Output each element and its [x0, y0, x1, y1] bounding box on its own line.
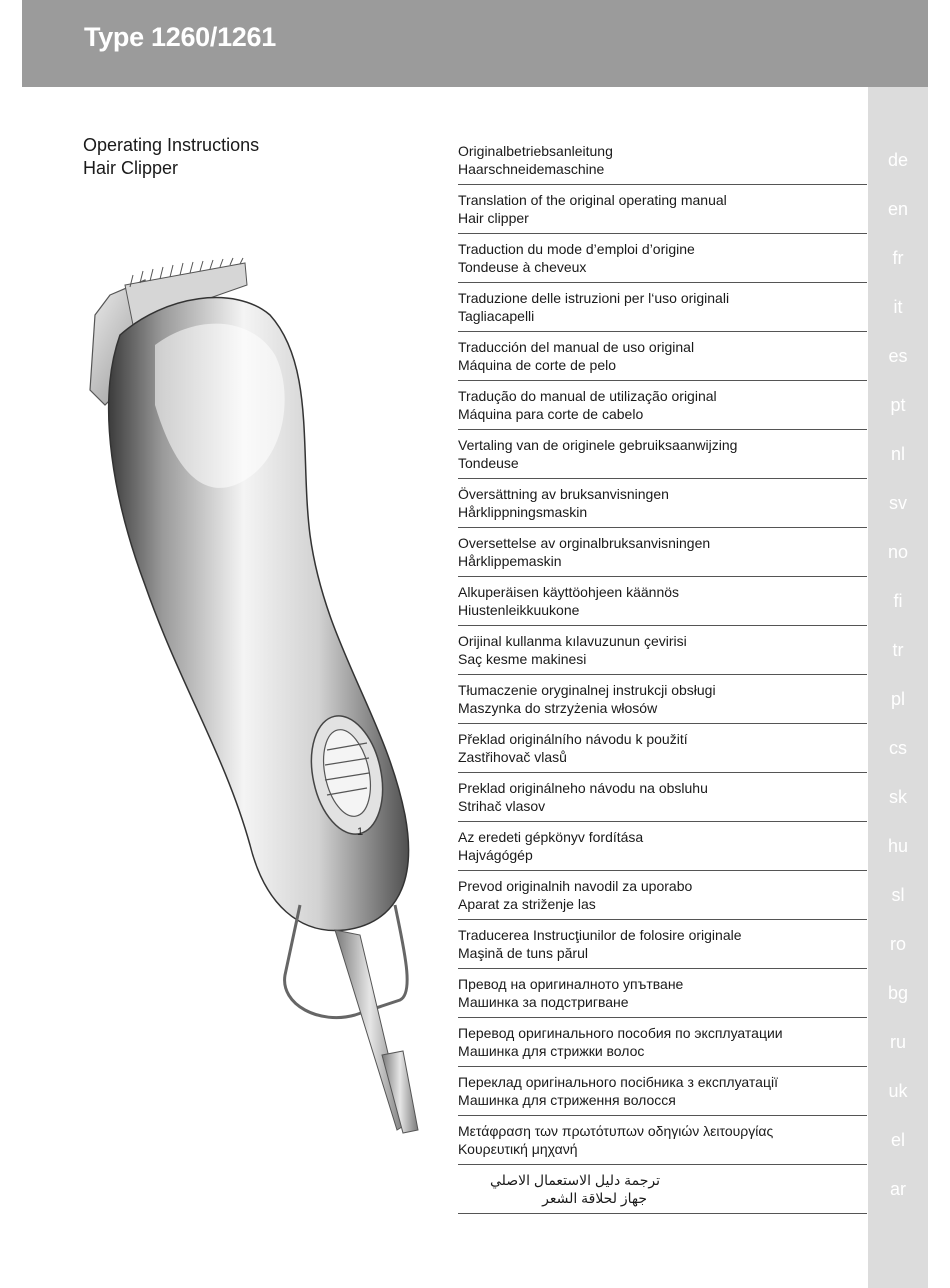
translation-line1: Tłumaczenie oryginalnej instrukcji obsługi — [458, 682, 716, 698]
translation-line1: Translation of the original operating manual — [458, 192, 727, 208]
translation-line2: Maşină de tuns părul — [458, 945, 588, 961]
translation-entry-no — [458, 528, 867, 577]
language-code-cs: cs — [889, 738, 907, 758]
translation-line2: Aparat za striženje las — [458, 896, 596, 912]
translation-line1: Tradução do manual de utilização original — [458, 388, 717, 404]
language-code-en: en — [887, 199, 909, 219]
translation-line2: Машинка за подстригване — [458, 994, 629, 1010]
translation-line2: Hiustenleikkuukone — [458, 602, 580, 618]
translation-line2: جهاز لحلاقة الشعر — [542, 1190, 647, 1206]
language-code-sv: sv — [889, 493, 907, 513]
translation-line2: Saç kesme makinesi — [458, 651, 587, 667]
translation-line2: Hajvágógép — [458, 847, 533, 863]
translation-line1: ترجمة دليل الاستعمال الاصلي — [489, 1172, 660, 1188]
language-code-sl: sl — [891, 885, 905, 905]
translation-line1: Vertaling van de originele gebruiksaanwijzing — [458, 437, 738, 453]
translation-entry-cs — [458, 724, 867, 773]
translation-line1: Překlad originálního návodu k použití — [458, 731, 688, 747]
translation-line2: Haarschneidemaschine — [458, 161, 605, 177]
translation-entry-sv — [458, 479, 867, 528]
translation-line2: Κουρευτική μηχανή — [458, 1141, 578, 1157]
translation-line1: Alkuperäisen käyttöohjeen käännös — [458, 584, 680, 600]
translation-line1: Oversettelse av orginalbruksanvisningen — [458, 535, 711, 551]
translation-entry-nl — [458, 430, 867, 479]
translation-entry-fi — [458, 577, 867, 626]
translation-line1: Preklad originálneho návodu na obsluhu — [458, 780, 708, 796]
translation-line2: Strihač vlasov — [458, 798, 546, 814]
translation-line1: Översättning av bruksanvisningen — [458, 486, 669, 502]
translation-line2: Hårklippningsmaskin — [458, 504, 588, 520]
language-code-de: de — [887, 150, 909, 170]
header-band — [22, 0, 928, 87]
translation-line2: Máquina de corte de pelo — [458, 357, 616, 373]
translation-line1: Перевод оригинального пособия по эксплуатации — [458, 1025, 783, 1041]
translation-entry-sl — [458, 871, 867, 920]
language-code-pt: pt — [890, 395, 906, 415]
translation-entry-uk — [458, 1067, 867, 1116]
translation-entry-pl — [458, 675, 867, 724]
translation-line1: Az eredeti gépkönyv fordítása — [458, 829, 644, 845]
language-code-tr: tr — [892, 640, 904, 660]
translation-entry-it — [458, 283, 867, 332]
translation-line2: Tondeuse — [458, 455, 519, 471]
language-code-hu: hu — [887, 836, 909, 856]
document-title — [83, 134, 259, 180]
translation-entry-el — [458, 1116, 867, 1165]
translation-entry-de — [458, 136, 867, 185]
translation-entry-sk — [458, 773, 867, 822]
document-title-line1: Operating Instructions — [83, 135, 260, 155]
language-code-ru: ru — [889, 1032, 906, 1052]
translation-entry-en — [458, 185, 867, 234]
translation-line2: Машинка для стриження волосся — [458, 1092, 676, 1108]
translation-line1: Orijinal kullanma kılavuzunun çevirisi — [458, 633, 687, 649]
language-code-uk: uk — [888, 1081, 908, 1101]
translation-entry-es — [458, 332, 867, 381]
translation-line2: Hårklippemaskin — [458, 553, 562, 569]
language-code-nl: nl — [890, 444, 905, 464]
translation-line1: Traducerea Instrucţiunilor de folosire originale — [458, 927, 742, 943]
translation-line1: Превод на оригиналното упътване — [458, 976, 684, 992]
language-code-fi: fi — [893, 591, 903, 611]
translation-line2: Tagliacapelli — [458, 308, 535, 324]
translation-entry-ar — [458, 1165, 867, 1214]
translation-entry-ru — [458, 1018, 867, 1067]
switch-label: 1 — [357, 826, 364, 838]
language-code-sk: sk — [889, 787, 907, 807]
translation-entry-pt — [458, 381, 867, 430]
language-code-el: el — [890, 1130, 905, 1150]
language-code-ar: ar — [889, 1179, 906, 1199]
hair-clipper-illustration — [85, 255, 430, 1140]
language-code-fr: fr — [892, 248, 904, 268]
translation-line1: Traduction du mode d’emploi d’origine — [458, 241, 695, 257]
language-code-pl: pl — [890, 689, 905, 709]
document-title-line2: Hair Clipper — [83, 158, 179, 178]
translation-entry-bg — [458, 969, 867, 1018]
language-code-no: no — [887, 542, 909, 562]
translation-line2: Zastřihovač vlasů — [458, 749, 567, 765]
translation-line1: Переклад оригінального посібника з експлуатації — [458, 1074, 778, 1090]
translation-line2: Машинка для стрижки волос — [458, 1043, 645, 1059]
translation-line1: Prevod originalnih navodil za uporabo — [458, 878, 693, 894]
translation-entry-ro — [458, 920, 867, 969]
translation-line2: Hair clipper — [458, 210, 529, 226]
translation-line1: Traduzione delle istruzioni per l‘uso originali — [458, 290, 730, 306]
translation-entry-fr — [458, 234, 867, 283]
translation-line2: Máquina para corte de cabelo — [458, 406, 644, 422]
page-title: Type 1260/1261 — [84, 22, 276, 52]
translation-line1: Traducción del manual de uso original — [458, 339, 695, 355]
translation-entry-hu — [458, 822, 867, 871]
translation-line1: Originalbetriebsanleitung — [458, 143, 613, 159]
language-code-bg: bg — [887, 983, 909, 1003]
language-code-es: es — [888, 346, 908, 366]
language-code-ro: ro — [889, 934, 906, 954]
translation-line2: Maszynka do strzyżenia włosów — [458, 700, 658, 716]
translation-entry-tr — [458, 626, 867, 675]
language-code-it: it — [893, 297, 903, 317]
translation-line1: Μετάφραση των πρωτότυπων οδηγιών λειτουργίας — [458, 1123, 774, 1139]
translation-line2: Tondeuse à cheveux — [458, 259, 587, 275]
